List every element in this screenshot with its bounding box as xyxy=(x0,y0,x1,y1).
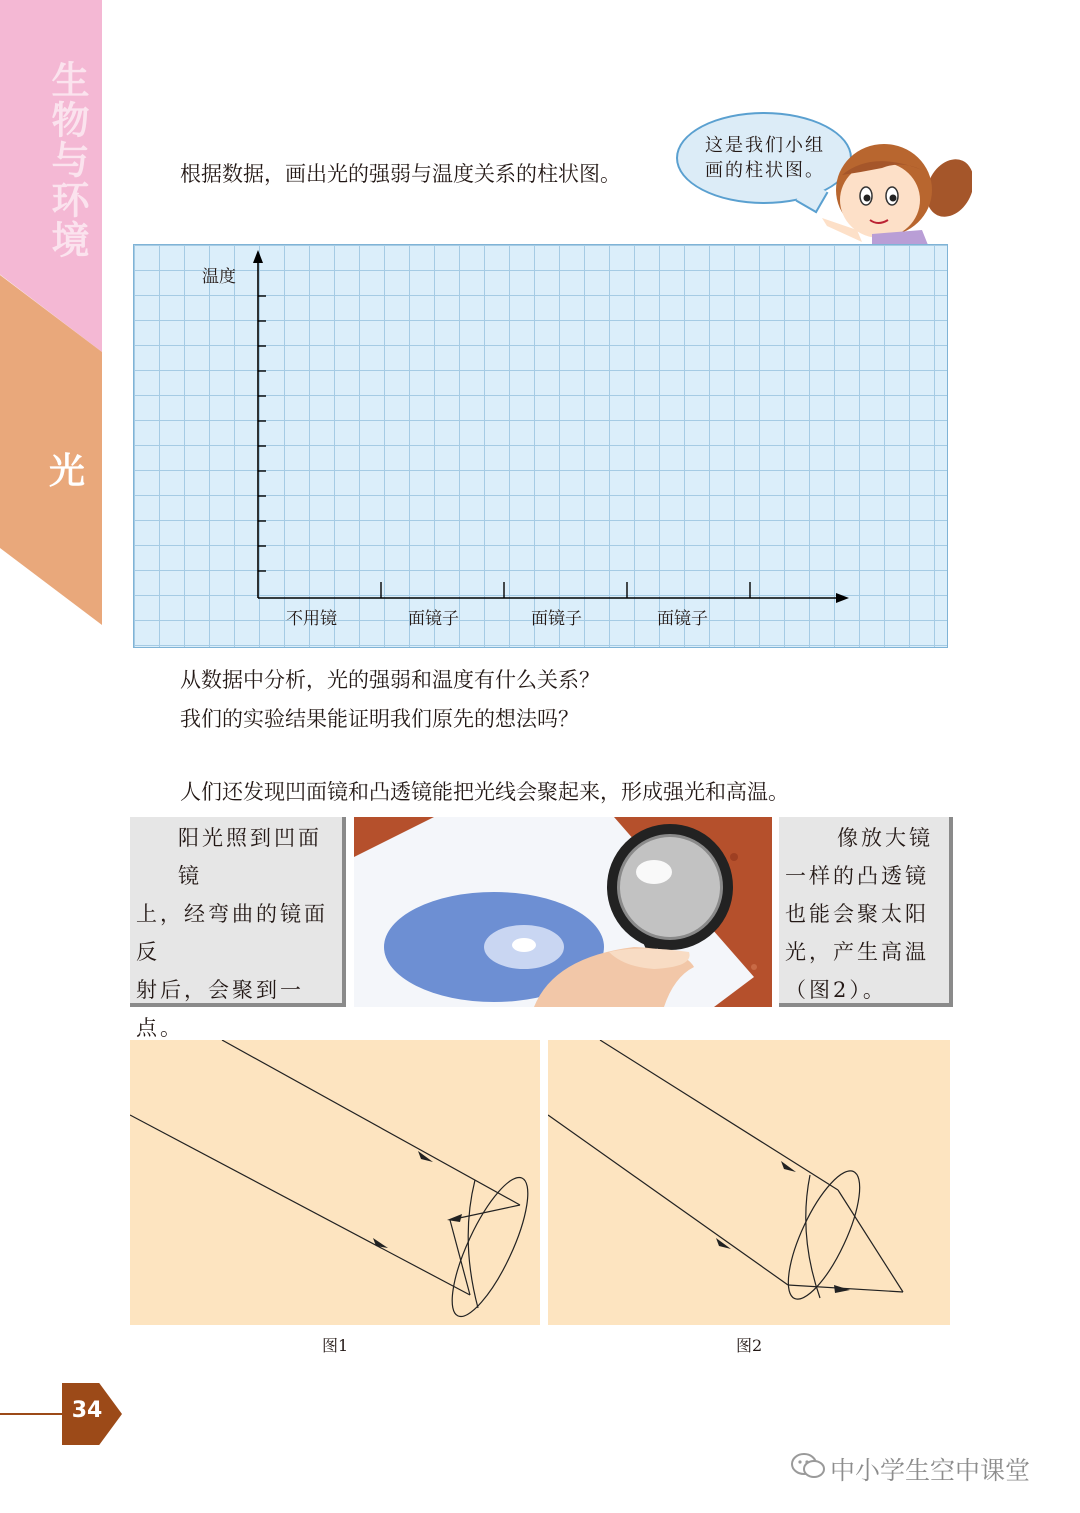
callout-right-line-1: 像放大镜 xyxy=(837,826,933,850)
page-number-line xyxy=(0,1413,70,1415)
page-number: 34 xyxy=(71,1398,103,1423)
callout-left-line-2: 上，经弯曲的镜面反 xyxy=(136,902,328,964)
unit-title: 生物与环境 xyxy=(45,60,89,260)
y-axis-label: 温度 xyxy=(202,267,236,287)
speech-bubble-text xyxy=(700,133,830,183)
convex-lens-diagram xyxy=(548,1040,950,1325)
callout-right-line-2: 一样的凸透镜 xyxy=(785,864,929,888)
chart-axes xyxy=(133,244,948,648)
question-2: 我们的实验结果能证明我们原先的想法吗？ xyxy=(180,707,579,731)
concave-mirror-diagram xyxy=(130,1040,540,1325)
callout-right-line-3: 也能会聚太阳 xyxy=(785,902,929,926)
bubble-line-1: 这是我们小组 xyxy=(705,135,825,156)
x-label-2: 面镜子 xyxy=(408,609,459,629)
x-label-1: 不用镜 xyxy=(286,609,337,629)
magnifier-photo xyxy=(354,817,772,1007)
callout-concave-mirror xyxy=(130,817,346,1040)
x-label-4: 面镜子 xyxy=(657,609,708,629)
callout-convex-lens xyxy=(779,817,953,1007)
question-1: 从数据中分析，光的强弱和温度有什么关系？ xyxy=(180,668,600,692)
wechat-icon xyxy=(790,1450,826,1482)
bubble-line-2: 画的柱状图。 xyxy=(705,160,825,181)
figure-1-caption: 图1 xyxy=(322,1336,349,1355)
lesson-title: 光 xyxy=(48,451,85,492)
callout-right-line-5: （图2）。 xyxy=(785,978,887,1002)
callout-left-line-1: 阳光照到凹面镜 xyxy=(178,826,322,888)
intro-text: 根据数据，画出光的强弱与温度关系的柱状图。 xyxy=(180,162,621,186)
callout-right-line-4: 光，产生高温 xyxy=(785,940,929,964)
x-label-3: 面镜子 xyxy=(531,609,582,629)
callout-left-line-3: 射后，会聚到一点。 xyxy=(136,978,304,1040)
figure-2-caption: 图2 xyxy=(736,1336,763,1355)
girl-illustration xyxy=(812,130,972,250)
focus-text: 人们还发现凹面镜和凸透镜能把光线会聚起来，形成强光和高温。 xyxy=(180,780,789,804)
watermark-text: 中小学生空中课堂 xyxy=(830,1456,1031,1485)
